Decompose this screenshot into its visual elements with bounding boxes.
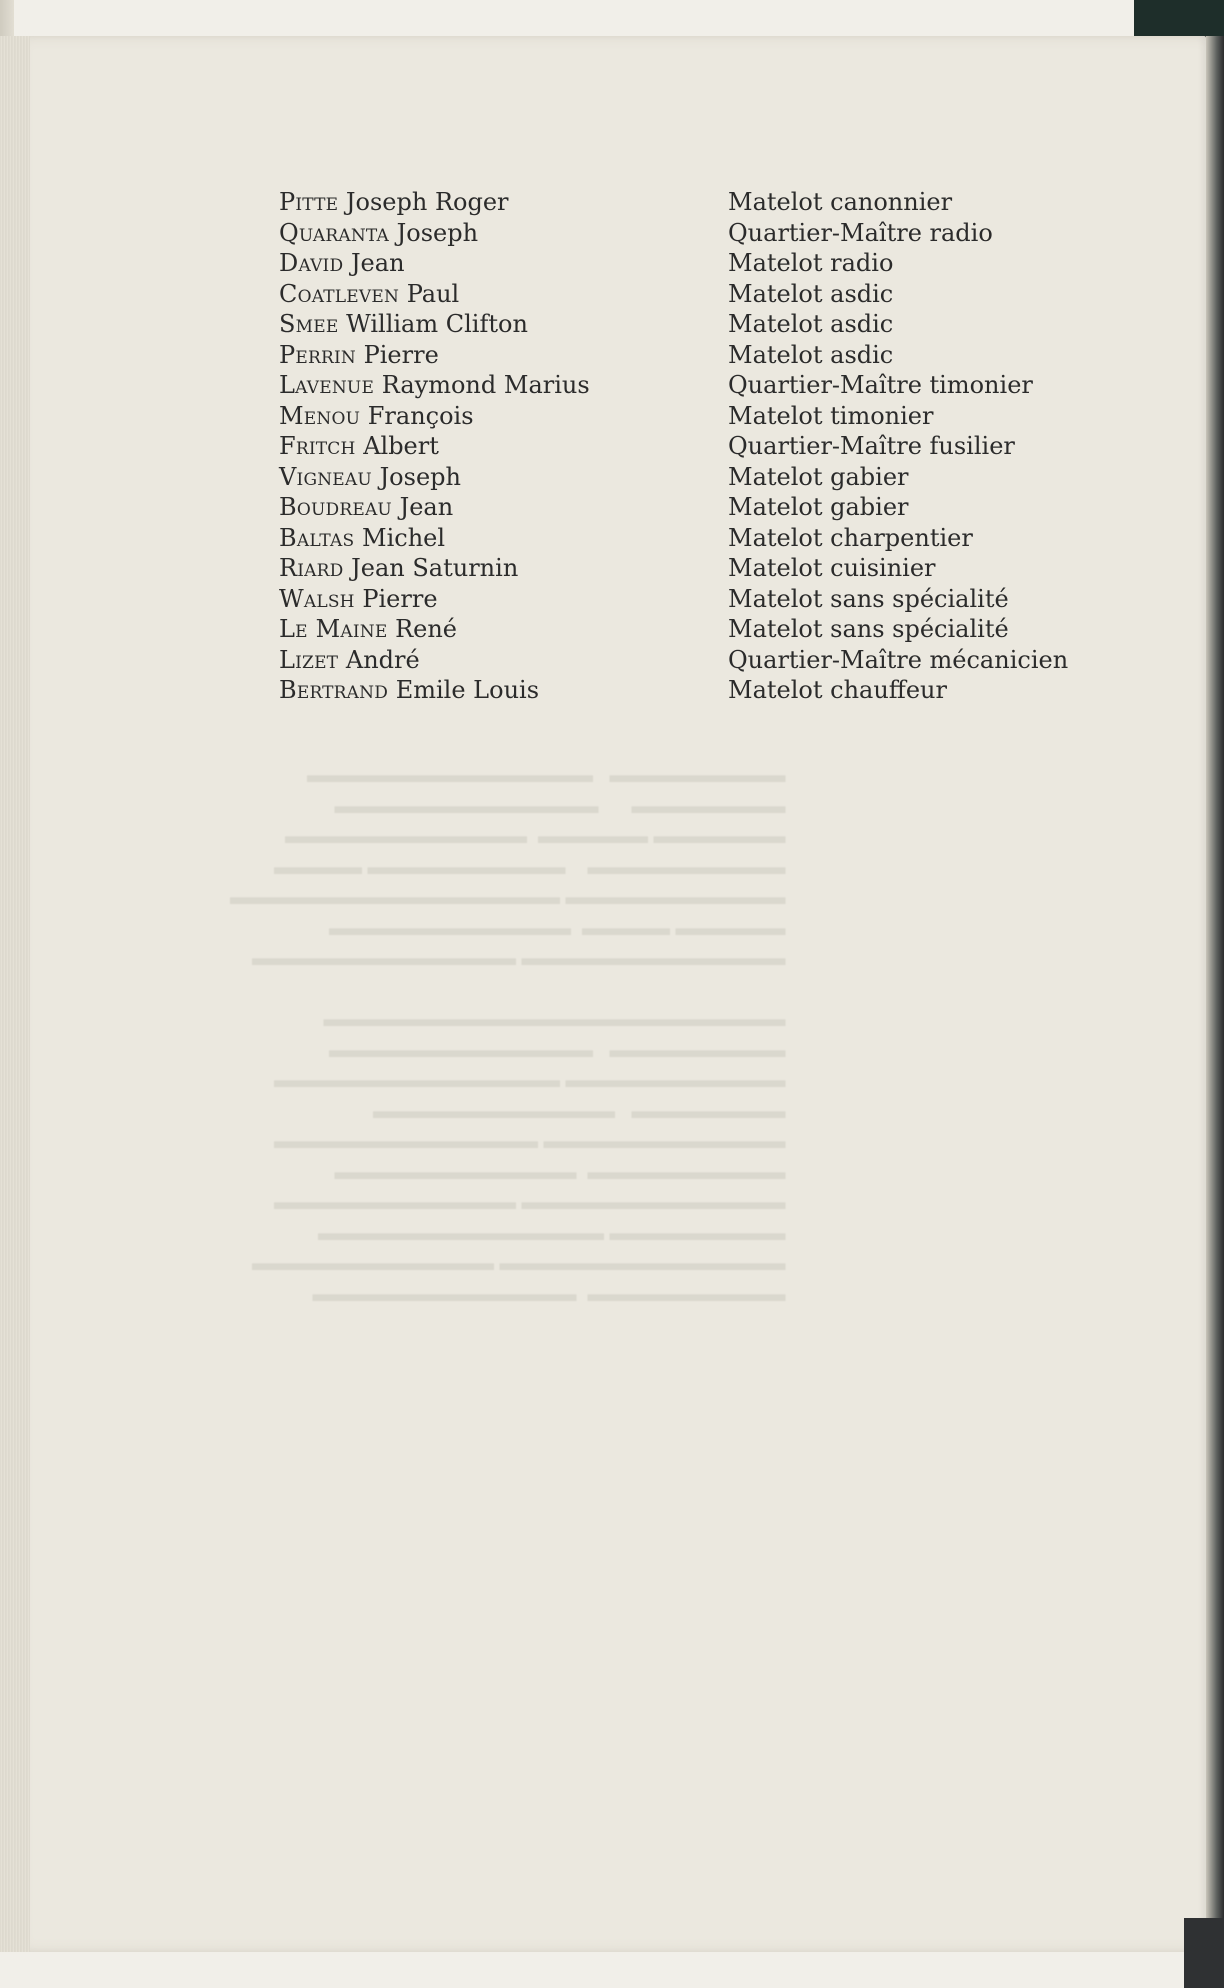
crew-given-names: Albert	[363, 432, 439, 460]
show-through-texture: ▬▬▬▬▬▬▬▬ ▬▬▬▬▬▬▬▬▬▬▬▬▬ ▬▬▬▬▬▬▬ ▬▬▬▬▬▬▬▬▬▬▬▬ ▬▬▬▬▬▬ ▬▬▬▬▬ ▬▬▬▬▬▬▬▬▬▬▬ ▬▬▬▬▬▬▬▬▬ ▬▬▬▬▬▬▬▬▬ ▬▬▬▬ ▬▬▬▬▬▬▬▬▬▬ ▬▬▬▬▬▬▬▬▬▬▬▬▬▬▬ ▬▬▬▬▬ ▬▬▬▬ ▬▬▬▬▬▬▬▬▬▬▬ ▬▬▬▬▬▬▬▬▬▬▬▬ ▬▬▬▬▬▬▬▬▬▬▬▬ ▬▬▬▬▬▬▬▬▬▬▬▬▬▬▬▬▬▬▬▬▬ ▬▬▬▬▬▬▬▬ ▬▬▬▬▬▬▬▬▬▬▬▬ ▬▬▬▬▬▬▬▬▬▬ ▬▬▬▬▬▬▬▬▬▬▬▬▬ ▬▬▬▬▬▬▬ ▬▬▬▬▬▬▬▬▬▬▬ ▬▬▬▬▬▬▬▬▬▬▬ ▬▬▬▬▬▬▬▬▬▬▬▬ ▬▬▬▬▬▬▬▬▬ ▬▬▬▬▬▬▬▬▬▬▬ ▬▬▬▬▬▬▬▬▬▬▬▬ ▬▬▬▬▬▬▬▬▬▬▬ ▬▬▬▬▬▬▬▬ ▬▬▬▬▬▬▬▬▬▬▬▬▬ ▬▬▬▬▬▬▬▬▬▬▬▬▬ ▬▬▬▬▬▬▬▬▬▬▬ ▬▬▬▬▬▬▬▬▬ ▬▬▬▬▬▬▬▬▬▬▬▬	[230, 762, 786, 1306]
binder-corner	[1134, 0, 1224, 36]
list-item	[279, 645, 1139, 676]
list-item	[279, 492, 1139, 523]
crew-surname: David	[279, 249, 344, 277]
crew-rank: Matelot radio	[728, 249, 894, 277]
crew-name	[279, 492, 728, 523]
list-item	[279, 584, 1139, 615]
crew-name	[279, 675, 728, 706]
crew-rank: Matelot sans spécialité	[728, 584, 1009, 613]
crew-given-names: William Clifton	[346, 310, 528, 338]
crew-rank: Matelot cuisinier	[728, 554, 936, 582]
scan-bottom-margin	[0, 1952, 1224, 1988]
crew-given-names: Paul	[406, 279, 460, 308]
crew-rank: Matelot sans spécialité	[728, 615, 1009, 643]
crew-surname: Menou	[279, 401, 361, 430]
crew-given-names: François	[367, 401, 474, 430]
crew-rank: Quartier-Maître mécanicien	[728, 645, 1069, 674]
crew-surname: Lizet	[279, 645, 339, 674]
crew-surname: Baltas	[279, 523, 355, 552]
crew-given-names: Joseph	[379, 462, 461, 491]
crew-given-names: Joseph	[396, 218, 479, 247]
crew-rank: Matelot asdic	[728, 340, 894, 369]
crew-surname: Quaranta	[279, 218, 389, 247]
crew-surname: Le Maine	[279, 615, 388, 643]
crew-surname: Walsh	[279, 584, 355, 613]
crew-surname: Riard	[279, 554, 344, 582]
crew-surname: Vigneau	[279, 462, 372, 491]
crew-surname: Smee	[279, 310, 339, 338]
crew-given-names: Jean	[399, 493, 454, 521]
crew-given-names: André	[345, 645, 420, 674]
crew-rank: Matelot asdic	[728, 279, 894, 308]
crew-given-names: Emile Louis	[395, 676, 540, 704]
crew-given-names: Raymond Marius	[381, 371, 590, 399]
crew-name	[279, 523, 728, 554]
crew-name	[279, 614, 728, 645]
crew-surname: Coatleven	[279, 279, 400, 308]
list-item	[279, 401, 1139, 432]
crew-given-names: Michel	[362, 523, 446, 552]
crew-name	[279, 462, 728, 493]
crew-name	[279, 187, 728, 218]
page-stack-edge	[0, 36, 30, 1952]
list-item	[279, 340, 1139, 371]
crew-rank: Matelot charpentier	[728, 523, 973, 552]
crew-surname: Bertrand	[279, 676, 389, 704]
list-item	[279, 431, 1139, 462]
crew-surname: Perrin	[279, 340, 356, 369]
crew-name	[279, 279, 728, 310]
crew-list	[279, 187, 1139, 706]
crew-name	[279, 218, 728, 249]
crew-surname: Fritch	[279, 432, 356, 460]
crew-given-names: René	[395, 615, 458, 643]
crew-given-names: Pierre	[363, 340, 439, 369]
binder-corner-bottom	[1184, 1918, 1224, 1988]
crew-given-names: Jean	[350, 249, 405, 277]
crew-rank: Quartier-Maître fusilier	[728, 432, 1015, 460]
page-edge-right	[1206, 36, 1224, 1952]
crew-given-names: Joseph Roger	[345, 188, 509, 216]
list-item	[279, 675, 1139, 706]
crew-surname: Lavenue	[279, 371, 375, 399]
crew-name	[279, 553, 728, 584]
list-item	[279, 614, 1139, 645]
crew-name	[279, 248, 728, 279]
crew-rank: Matelot gabier	[728, 462, 909, 491]
crew-rank: Matelot timonier	[728, 401, 934, 430]
crew-rank: Matelot gabier	[728, 493, 909, 521]
crew-name	[279, 340, 728, 371]
list-item	[279, 462, 1139, 493]
crew-name	[279, 645, 728, 676]
crew-rank: Matelot canonnier	[728, 188, 953, 216]
list-item	[279, 553, 1139, 584]
list-item	[279, 279, 1139, 310]
crew-given-names: Jean Saturnin	[351, 554, 519, 582]
list-item	[279, 218, 1139, 249]
crew-name	[279, 431, 728, 462]
crew-name	[279, 309, 728, 340]
list-item	[279, 370, 1139, 401]
crew-given-names: Pierre	[362, 584, 438, 613]
crew-rank: Quartier-Maître radio	[728, 218, 993, 247]
crew-rank: Matelot chauffeur	[728, 676, 947, 704]
list-item	[279, 187, 1139, 218]
scan-top-margin	[0, 0, 1134, 36]
list-item	[279, 523, 1139, 554]
crew-surname: Boudreau	[279, 493, 392, 521]
crew-surname: Pitte	[279, 188, 339, 216]
crew-rank: Quartier-Maître timonier	[728, 371, 1033, 399]
crew-name	[279, 401, 728, 432]
crew-name	[279, 370, 728, 401]
list-item	[279, 309, 1139, 340]
crew-name	[279, 584, 728, 615]
list-item	[279, 248, 1139, 279]
crew-rank: Matelot asdic	[728, 310, 894, 338]
